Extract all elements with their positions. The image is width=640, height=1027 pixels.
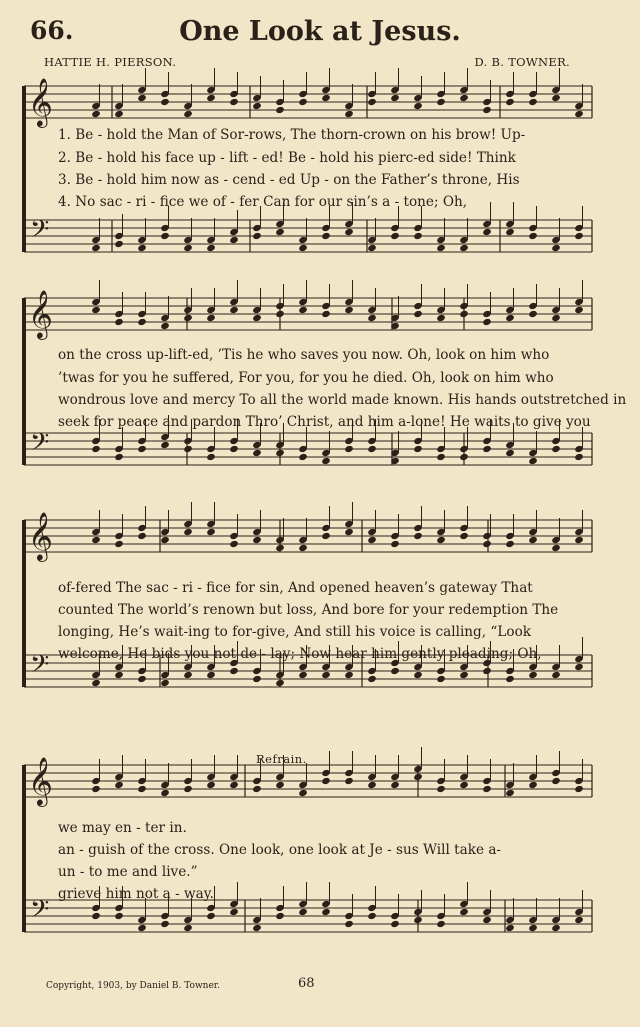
system-4-bass-note (367, 912, 377, 920)
system-4-treble-note (275, 781, 285, 789)
system-1-bass-note (91, 244, 101, 252)
system-4-bass-note (229, 908, 239, 916)
system-4-bass-clef-icon: 𝄢 (30, 895, 50, 930)
system-4-treble-note (206, 781, 216, 789)
system-3-treble-note (367, 536, 377, 544)
system-2-bass-note (252, 449, 262, 457)
system-3-bass-note (91, 679, 101, 687)
lyric-line-s4-v1: we may en - ter in. (58, 820, 187, 836)
system-1-bass-note (137, 244, 147, 252)
system-3-treble-note (114, 540, 124, 548)
system-4-treble-note (137, 785, 147, 793)
system-3-bass-note (321, 671, 331, 679)
system-3-treble-note (91, 536, 101, 544)
system-1-treble-note (206, 94, 216, 102)
system-3-treble-note (183, 528, 193, 536)
lyric-line-s2-v1: on the cross up-lift-ed, ’Tis he who saves you now. Oh, look on him who (58, 347, 550, 363)
system-4-bass-note (413, 916, 423, 924)
system-2-bass-note (574, 453, 584, 461)
system-3-treble-note (321, 532, 331, 540)
system-4-treble-note (459, 781, 469, 789)
system-3-bass-note (367, 675, 377, 683)
system-1-treble-note (298, 98, 308, 106)
system-3-treble-clef-icon: 𝄞 (28, 511, 53, 560)
system-4-treble-note (321, 777, 331, 785)
system-3-treble-note (137, 532, 147, 540)
system-4-treble-clef-icon: 𝄞 (28, 756, 53, 805)
system-2-treble-note (436, 314, 446, 322)
system-2-bass-note (91, 445, 101, 453)
system-1-treble-note (344, 110, 354, 118)
system-2-treble-clef-icon: 𝄞 (28, 289, 53, 338)
system-4-bass-note (321, 908, 331, 916)
system-4-treble-note (252, 785, 262, 793)
system-3-bass-note (413, 671, 423, 679)
system-1-treble-note (114, 110, 124, 118)
system-1-bass-note (183, 244, 193, 252)
system-3-bass-note (459, 671, 469, 679)
system-3-treble-note (206, 528, 216, 536)
system-3-bass-note (344, 671, 354, 679)
system-4-bass-note (183, 924, 193, 932)
system-3-bass-note (137, 675, 147, 683)
system-4-treble-note (436, 785, 446, 793)
system-2-bass-note (321, 457, 331, 465)
system-3-bass-note (298, 671, 308, 679)
system-1-bass-note (321, 232, 331, 240)
system-4-treble-note (114, 781, 124, 789)
system-2-treble-note (321, 310, 331, 318)
system-3-bass-note (505, 675, 515, 683)
system-1-treble-note (505, 98, 515, 106)
composer-credit: D. B. TOWNER. (474, 55, 570, 69)
system-3-bass-note (390, 667, 400, 675)
system-2-treble-note (413, 310, 423, 318)
system-1-treble-note (252, 102, 262, 110)
system-4-bass-note (551, 924, 561, 932)
system-4-treble-note (551, 777, 561, 785)
lyric-line-s3-v1: of-fered The sac - ri - fice for sin, And opened heaven’s gateway That (58, 580, 533, 596)
system-1-treble-note (137, 94, 147, 102)
system-1-treble-note (183, 110, 193, 118)
system-1-bass-note (344, 228, 354, 236)
system-4-treble-note (390, 781, 400, 789)
system-4-bass-note (574, 916, 584, 924)
system-2-treble-note (459, 310, 469, 318)
system-4-bass-note (252, 924, 262, 932)
system-1-treble-note (459, 94, 469, 102)
system-3-bass-note (114, 671, 124, 679)
system-3-treble-note (344, 528, 354, 536)
system-1-bass-note (160, 232, 170, 240)
system-4-bass-note (114, 912, 124, 920)
system-3-treble-note (459, 532, 469, 540)
system-1-treble-note (160, 98, 170, 106)
system-1-bass-note (528, 232, 538, 240)
lyric-line-s2-v4: seek for peace and pardon Thro’ Christ, and him a-lone! He waits to give you (58, 414, 591, 430)
system-4-bass-note (160, 920, 170, 928)
system-3-treble-note (275, 544, 285, 552)
system-3-treble-note (298, 544, 308, 552)
system-1-treble-note (321, 94, 331, 102)
system-3-treble-note (229, 540, 239, 548)
hymn-number: 66. (30, 16, 74, 45)
system-1-bass-note (229, 236, 239, 244)
system-2-bass-note (114, 453, 124, 461)
lyric-line-s3-v4: welcome, He bids you not de - lay; Now hear him gently pleading; Oh, (58, 646, 542, 662)
lyric-line-s4-v3: un - to me and live.” (58, 864, 198, 880)
system-1-treble-note (91, 110, 101, 118)
lyric-line-s1-v2: 2. Be - hold his face up - lift - ed! Be - hold his pierc-ed side! Think (58, 150, 516, 166)
system-4-treble-note (344, 777, 354, 785)
system-3-bass-clef-icon: 𝄢 (30, 650, 50, 685)
system-1-bass-note (252, 232, 262, 240)
system-1-treble-note (367, 98, 377, 106)
system-2-bass-note (459, 453, 469, 461)
system-3-treble-note (413, 532, 423, 540)
system-2-bass-note (413, 445, 423, 453)
system-2-bass-note (436, 453, 446, 461)
system-1-bass-note (505, 228, 515, 236)
system-4-treble-note (528, 781, 538, 789)
system-2-treble-note (206, 314, 216, 322)
system-1-treble-note (413, 102, 423, 110)
system-1-treble-note (551, 94, 561, 102)
system-2-treble-note (551, 314, 561, 322)
system-2-treble-note (252, 314, 262, 322)
system-3-bass-note (436, 675, 446, 683)
system-1-treble-note (574, 110, 584, 118)
system-3-bass-note (482, 667, 492, 675)
system-2-treble-note (344, 306, 354, 314)
lyric-line-s1-v3: 3. Be - hold him now as - cend - ed Up - on the Father’s throne, His (58, 172, 520, 188)
lyric-line-s1-v4: 4. No sac - ri - fice we of - fer Can for our sin’s a - tone; Oh, (58, 194, 468, 210)
system-1-bass-note (114, 240, 124, 248)
system-3-bass-note (229, 667, 239, 675)
system-2-treble-note (91, 306, 101, 314)
system-1-bass-clef-icon: 𝄢 (30, 215, 50, 250)
system-2-bass-note (344, 445, 354, 453)
system-1-bass-note (206, 244, 216, 252)
system-4-bass-note (505, 924, 515, 932)
system-1-treble-note (275, 106, 285, 114)
system-4-treble-note (298, 789, 308, 797)
system-3-bass-note (183, 671, 193, 679)
lyric-line-s1-v1: 1. Be - hold the Man of Sor-rows, The thorn-crown on his brow! Up- (58, 127, 526, 143)
lyric-line-s3-v3: longing, He’s wait-ing to for-give, And still his voice is calling, “Look (58, 624, 531, 640)
system-2-bass-note (183, 445, 193, 453)
system-4-bass-note (137, 924, 147, 932)
system-2-treble-note (298, 306, 308, 314)
system-3-bass-note (252, 675, 262, 683)
system-4-treble-note (574, 785, 584, 793)
system-2-bass-note (367, 445, 377, 453)
system-1-treble-note (390, 94, 400, 102)
system-1-bass-note (482, 228, 492, 236)
system-4-bass-note (482, 916, 492, 924)
system-2-treble-note (528, 310, 538, 318)
system-1-bass-note (551, 244, 561, 252)
system-1-treble-note (229, 98, 239, 106)
system-4-bass-note (390, 920, 400, 928)
system-2-treble-note (160, 322, 170, 330)
system-4-treble-note (482, 785, 492, 793)
system-2-bass-note (298, 453, 308, 461)
system-2-bass-note (482, 445, 492, 453)
system-4-bass-note (344, 920, 354, 928)
system-1-bass-note (574, 232, 584, 240)
system-4-bass-note (436, 920, 446, 928)
system-2-treble-note (183, 314, 193, 322)
system-1-bass-note (367, 244, 377, 252)
system-4-treble-note (91, 785, 101, 793)
lyric-line-s2-v2: ’twas for you he suffered, For you, for you he died. Oh, look on him who (58, 370, 554, 386)
system-3-treble-note (551, 544, 561, 552)
system-1-bass-note (298, 244, 308, 252)
system-4-bass-note (459, 908, 469, 916)
system-2-treble-note (367, 314, 377, 322)
system-3-treble-note (505, 540, 515, 548)
system-4-bass-note (275, 912, 285, 920)
system-2-bass-note (160, 441, 170, 449)
hymn-title: One Look at Jesus. (179, 16, 461, 47)
system-2-bass-note (206, 453, 216, 461)
system-4-bass-note (528, 924, 538, 932)
system-3-bass-note (551, 671, 561, 679)
system-3-treble-note (436, 536, 446, 544)
system-2-treble-note (482, 318, 492, 326)
system-4-treble-note (229, 781, 239, 789)
lyric-line-s2-v3: wondrous love and mercy To all the world made known. His hands outstretched in (58, 392, 627, 408)
system-1-bass-note (436, 244, 446, 252)
system-3-treble-note (482, 540, 492, 548)
system-3-treble-note (390, 540, 400, 548)
system-2-treble-note (229, 306, 239, 314)
system-1-bass-note (390, 232, 400, 240)
system-4-treble-note (183, 785, 193, 793)
system-2-bass-clef-icon: 𝄢 (30, 428, 50, 463)
system-3-treble-note (252, 536, 262, 544)
system-3-treble-note (160, 536, 170, 544)
system-3-bass-note (574, 663, 584, 671)
system-2-treble-note (114, 318, 124, 326)
system-3-treble-note (528, 536, 538, 544)
system-3-treble-note (574, 536, 584, 544)
system-3-bass-note (206, 671, 216, 679)
system-4-treble-note (413, 773, 423, 781)
system-4-bass-note (298, 908, 308, 916)
page-number: 68 (298, 976, 315, 991)
system-4-treble-note (505, 789, 515, 797)
system-4-treble-note (367, 781, 377, 789)
system-3-bass-note (528, 671, 538, 679)
lyric-line-s4-v4: grieve him not a - way. (58, 886, 214, 902)
system-2-bass-note (229, 445, 239, 453)
system-2-bass-note (275, 449, 285, 457)
system-3-bass-note (275, 679, 285, 687)
system-2-treble-note (275, 310, 285, 318)
system-1-bass-note (413, 232, 423, 240)
system-4-treble-note (160, 789, 170, 797)
system-2-treble-note (505, 314, 515, 322)
system-4-bass-note (206, 912, 216, 920)
system-2-bass-note (505, 449, 515, 457)
system-1-bass-note (275, 228, 285, 236)
system-1-bass-note (459, 244, 469, 252)
system-2-treble-note (137, 318, 147, 326)
system-2-bass-note (137, 445, 147, 453)
system-3-bass-note (160, 679, 170, 687)
system-1-treble-note (528, 98, 538, 106)
system-4-bass-note (91, 912, 101, 920)
author-credit: HATTIE H. PIERSON. (44, 55, 177, 69)
system-1-treble-note (482, 106, 492, 114)
system-2-bass-note (528, 457, 538, 465)
refrain-label: Refrain. (256, 752, 307, 766)
system-1-treble-note (436, 98, 446, 106)
system-2-bass-note (551, 445, 561, 453)
lyric-line-s4-v2: an - guish of the cross. One look, one look at Je - sus Will take a- (58, 842, 502, 858)
lyric-line-s3-v2: counted The world’s renown but loss, And bore for your redemption The (58, 602, 559, 618)
copyright-notice: Copyright, 1903, by Daniel B. Towner. (46, 981, 220, 991)
system-1-treble-clef-icon: 𝄞 (28, 77, 53, 126)
system-2-treble-note (574, 306, 584, 314)
